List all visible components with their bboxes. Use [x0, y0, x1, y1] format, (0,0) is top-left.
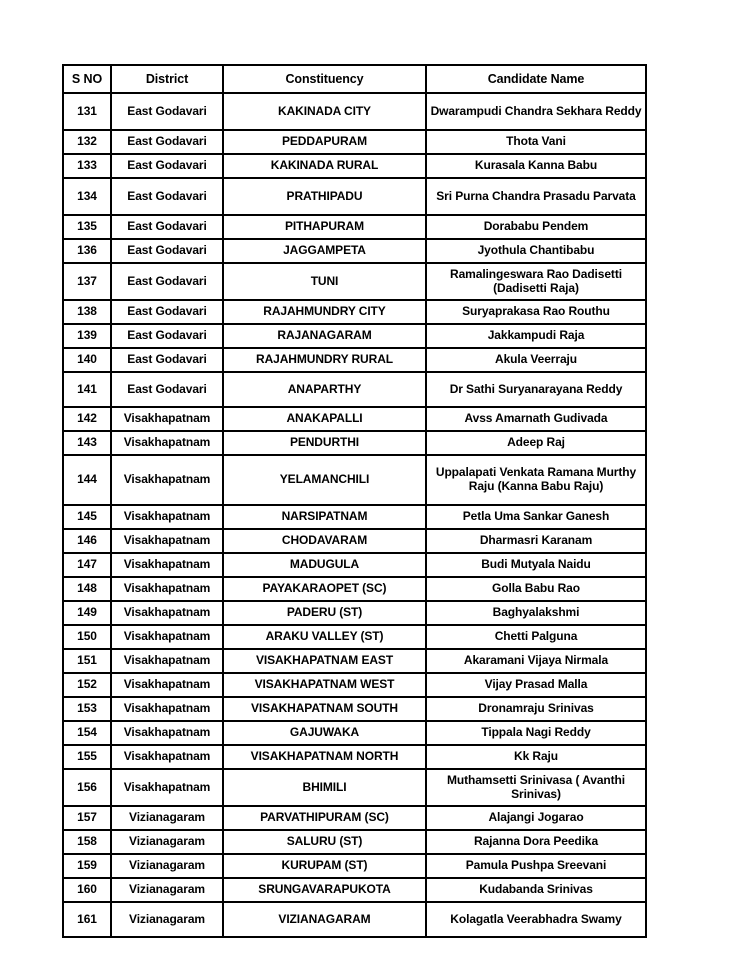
table-header-row [63, 65, 646, 93]
cell-candidate-name: Kurasala Kanna Babu [426, 154, 646, 178]
cell-candidate-name: Golla Babu Rao [426, 577, 646, 601]
cell-serial-number: 133 [63, 154, 111, 178]
cell-candidate-name: Tippala Nagi Reddy [426, 721, 646, 745]
column-header-constituency: Constituency [223, 65, 426, 93]
cell-constituency: ANAKAPALLI [223, 407, 426, 431]
table-row [63, 854, 646, 878]
table-row [63, 878, 646, 902]
cell-district: Visakhapatnam [111, 769, 223, 806]
cell-district: East Godavari [111, 130, 223, 154]
cell-constituency: PRATHIPADU [223, 178, 426, 215]
cell-serial-number: 143 [63, 431, 111, 455]
cell-constituency: GAJUWAKA [223, 721, 426, 745]
table-row [63, 553, 646, 577]
cell-constituency: PADERU (ST) [223, 601, 426, 625]
cell-candidate-name: Suryaprakasa Rao Routhu [426, 300, 646, 324]
column-header-sno: S NO [63, 65, 111, 93]
table-row [63, 601, 646, 625]
table-row [63, 697, 646, 721]
cell-district: Vizianagaram [111, 854, 223, 878]
cell-district: East Godavari [111, 372, 223, 407]
cell-district: Visakhapatnam [111, 505, 223, 529]
cell-district: Visakhapatnam [111, 649, 223, 673]
cell-serial-number: 141 [63, 372, 111, 407]
cell-district: Vizianagaram [111, 878, 223, 902]
table-body [63, 93, 646, 937]
cell-candidate-name: Budi Mutyala Naidu [426, 553, 646, 577]
cell-candidate-name: Ramalingeswara Rao Dadisetti (Dadisetti Raja) [426, 263, 646, 300]
cell-district: East Godavari [111, 239, 223, 263]
table-row [63, 324, 646, 348]
cell-district: Vizianagaram [111, 902, 223, 937]
cell-district: East Godavari [111, 215, 223, 239]
cell-constituency: RAJAHMUNDRY RURAL [223, 348, 426, 372]
cell-constituency: PAYAKARAOPET (SC) [223, 577, 426, 601]
cell-constituency: RAJANAGARAM [223, 324, 426, 348]
cell-constituency: KAKINADA RURAL [223, 154, 426, 178]
table-row [63, 455, 646, 505]
cell-serial-number: 145 [63, 505, 111, 529]
cell-serial-number: 156 [63, 769, 111, 806]
cell-serial-number: 151 [63, 649, 111, 673]
cell-serial-number: 135 [63, 215, 111, 239]
cell-constituency: MADUGULA [223, 553, 426, 577]
cell-candidate-name: Thota Vani [426, 130, 646, 154]
table-row [63, 93, 646, 130]
cell-constituency: KURUPAM (ST) [223, 854, 426, 878]
cell-district: East Godavari [111, 300, 223, 324]
cell-constituency: PEDDAPURAM [223, 130, 426, 154]
cell-constituency: SALURU (ST) [223, 830, 426, 854]
table-row [63, 673, 646, 697]
cell-serial-number: 160 [63, 878, 111, 902]
table-row [63, 372, 646, 407]
cell-district: Visakhapatnam [111, 529, 223, 553]
cell-district: East Godavari [111, 178, 223, 215]
table-row [63, 431, 646, 455]
cell-serial-number: 132 [63, 130, 111, 154]
cell-serial-number: 134 [63, 178, 111, 215]
cell-candidate-name: Dr Sathi Suryanarayana Reddy [426, 372, 646, 407]
cell-serial-number: 152 [63, 673, 111, 697]
cell-serial-number: 148 [63, 577, 111, 601]
cell-candidate-name: Dharmasri Karanam [426, 529, 646, 553]
cell-candidate-name: Muthamsetti Srinivasa ( Avanthi Srinivas) [426, 769, 646, 806]
cell-candidate-name: Kudabanda Srinivas [426, 878, 646, 902]
cell-constituency: ARAKU VALLEY (ST) [223, 625, 426, 649]
cell-district: Visakhapatnam [111, 625, 223, 649]
cell-constituency: SRUNGAVARAPUKOTA [223, 878, 426, 902]
cell-candidate-name: Dwarampudi Chandra Sekhara Reddy [426, 93, 646, 130]
cell-candidate-name: Baghyalakshmi [426, 601, 646, 625]
table-row [63, 215, 646, 239]
cell-serial-number: 150 [63, 625, 111, 649]
cell-serial-number: 157 [63, 806, 111, 830]
cell-serial-number: 154 [63, 721, 111, 745]
cell-candidate-name: Avss Amarnath Gudivada [426, 407, 646, 431]
cell-constituency: VISAKHAPATNAM WEST [223, 673, 426, 697]
cell-serial-number: 159 [63, 854, 111, 878]
cell-serial-number: 140 [63, 348, 111, 372]
table-row [63, 178, 646, 215]
cell-serial-number: 136 [63, 239, 111, 263]
cell-district: East Godavari [111, 154, 223, 178]
table-row [63, 625, 646, 649]
cell-constituency: ANAPARTHY [223, 372, 426, 407]
table-row [63, 263, 646, 300]
cell-constituency: VISAKHAPATNAM SOUTH [223, 697, 426, 721]
column-header-candidate-name: Candidate Name [426, 65, 646, 93]
cell-constituency: PARVATHIPURAM (SC) [223, 806, 426, 830]
cell-serial-number: 146 [63, 529, 111, 553]
cell-candidate-name: Dorababu Pendem [426, 215, 646, 239]
cell-serial-number: 161 [63, 902, 111, 937]
table-header [63, 65, 646, 93]
cell-district: Visakhapatnam [111, 673, 223, 697]
cell-serial-number: 147 [63, 553, 111, 577]
cell-constituency: VISAKHAPATNAM NORTH [223, 745, 426, 769]
cell-serial-number: 155 [63, 745, 111, 769]
cell-candidate-name: Adeep Raj [426, 431, 646, 455]
table-row [63, 348, 646, 372]
cell-district: Visakhapatnam [111, 697, 223, 721]
cell-district: Visakhapatnam [111, 601, 223, 625]
cell-serial-number: 158 [63, 830, 111, 854]
cell-district: East Godavari [111, 93, 223, 130]
cell-district: Visakhapatnam [111, 745, 223, 769]
cell-candidate-name: Pamula Pushpa Sreevani [426, 854, 646, 878]
cell-serial-number: 138 [63, 300, 111, 324]
cell-serial-number: 153 [63, 697, 111, 721]
table-row [63, 407, 646, 431]
table-row [63, 830, 646, 854]
cell-constituency: VIZIANAGARAM [223, 902, 426, 937]
table-row [63, 721, 646, 745]
cell-constituency: TUNI [223, 263, 426, 300]
cell-district: Visakhapatnam [111, 455, 223, 505]
cell-serial-number: 137 [63, 263, 111, 300]
table-row [63, 300, 646, 324]
cell-candidate-name: Petla Uma Sankar Ganesh [426, 505, 646, 529]
table-row [63, 154, 646, 178]
cell-serial-number: 142 [63, 407, 111, 431]
cell-district: Vizianagaram [111, 830, 223, 854]
cell-candidate-name: Sri Purna Chandra Prasadu Parvata [426, 178, 646, 215]
cell-district: East Godavari [111, 263, 223, 300]
cell-constituency: VISAKHAPATNAM EAST [223, 649, 426, 673]
cell-serial-number: 149 [63, 601, 111, 625]
cell-constituency: RAJAHMUNDRY CITY [223, 300, 426, 324]
cell-candidate-name: Jyothula Chantibabu [426, 239, 646, 263]
table-row [63, 902, 646, 937]
cell-district: Visakhapatnam [111, 431, 223, 455]
table-row [63, 806, 646, 830]
cell-district: Visakhapatnam [111, 721, 223, 745]
cell-serial-number: 144 [63, 455, 111, 505]
candidate-list-table [62, 64, 647, 938]
cell-district: Visakhapatnam [111, 553, 223, 577]
cell-candidate-name: Vijay Prasad Malla [426, 673, 646, 697]
cell-candidate-name: Kk Raju [426, 745, 646, 769]
cell-candidate-name: Dronamraju Srinivas [426, 697, 646, 721]
cell-candidate-name: Kolagatla Veerabhadra Swamy [426, 902, 646, 937]
cell-candidate-name: Rajanna Dora Peedika [426, 830, 646, 854]
cell-candidate-name: Jakkampudi Raja [426, 324, 646, 348]
table-row [63, 745, 646, 769]
cell-constituency: PENDURTHI [223, 431, 426, 455]
table-row [63, 239, 646, 263]
cell-candidate-name: Chetti Palguna [426, 625, 646, 649]
table-row [63, 649, 646, 673]
cell-district: East Godavari [111, 324, 223, 348]
cell-constituency: JAGGAMPETA [223, 239, 426, 263]
cell-constituency: PITHAPURAM [223, 215, 426, 239]
table-row [63, 505, 646, 529]
cell-candidate-name: Akaramani Vijaya Nirmala [426, 649, 646, 673]
column-header-district: District [111, 65, 223, 93]
cell-constituency: YELAMANCHILI [223, 455, 426, 505]
cell-district: Vizianagaram [111, 806, 223, 830]
cell-candidate-name: Akula Veerraju [426, 348, 646, 372]
table-row [63, 130, 646, 154]
cell-constituency: BHIMILI [223, 769, 426, 806]
cell-serial-number: 131 [63, 93, 111, 130]
cell-constituency: KAKINADA CITY [223, 93, 426, 130]
cell-district: East Godavari [111, 348, 223, 372]
cell-constituency: NARSIPATNAM [223, 505, 426, 529]
cell-serial-number: 139 [63, 324, 111, 348]
cell-district: Visakhapatnam [111, 407, 223, 431]
table-row [63, 577, 646, 601]
cell-candidate-name: Uppalapati Venkata Ramana Murthy Raju (Kanna Babu Raju) [426, 455, 646, 505]
cell-constituency: CHODAVARAM [223, 529, 426, 553]
cell-district: Visakhapatnam [111, 577, 223, 601]
cell-candidate-name: Alajangi Jogarao [426, 806, 646, 830]
table-row [63, 529, 646, 553]
table-row [63, 769, 646, 806]
